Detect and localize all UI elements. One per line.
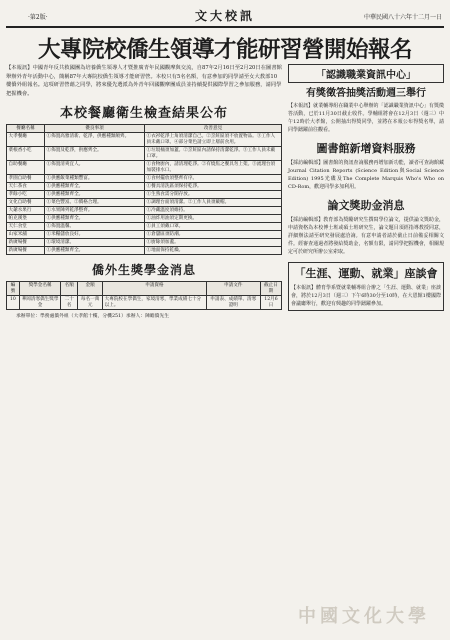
table-row	[7, 199, 282, 207]
cell-name: 新廣場餐	[7, 247, 45, 255]
issue-date: 中華民國八十六年十二月一日	[363, 14, 442, 21]
cell-improve: ①倉儲區須防潮。	[145, 231, 282, 239]
table-row	[7, 239, 282, 247]
library-title: 圖書館新增資料服務	[316, 142, 416, 155]
sch-no: 10	[7, 296, 20, 310]
cell-name: 大孝餐廳	[7, 133, 45, 147]
right-column	[288, 64, 444, 630]
cell-name: 孝園自助餐	[7, 175, 45, 183]
scholarship-note: 承辦單位：學務處僑外組（大孝館十樓，分機251）承辦人：陳瞻僑先生	[16, 314, 170, 319]
sch-header: 申請文件	[206, 282, 260, 296]
cell-improve: ①員工須戴口罩。	[145, 223, 282, 231]
cell-good: ①供應種類齊全。	[45, 191, 145, 199]
cell-name: 新廣場餐	[7, 239, 45, 247]
sch-header: 截止日期	[260, 282, 281, 296]
thesis-title: 論文獎助金消息	[327, 199, 405, 212]
cell-good: ①水果陳列乾淨整齊。	[45, 207, 145, 215]
thesis-article: 【採訪編輯部】教育部為獎勵研究生撰寫學位論文，提供論文獎助金，申請資格為本校博士班或碩士班研究生，論文題目須經指導教授同意，詳細辦法請至研究發展處洽詢。有意申請者請於截止日前備妥相關文件。經審查通過者將發給獎助金，名額有限，請同學把握機會，相關規定可於研究所辦公室索取。	[288, 217, 444, 255]
inspection-table	[6, 124, 282, 255]
sch-deadline: 12月6日	[260, 296, 281, 310]
table-row	[7, 161, 282, 175]
table-row	[7, 223, 282, 231]
sch-header: 編號	[7, 282, 20, 296]
watermark: 中國文化大學	[298, 606, 430, 627]
cell-improve: ①地面保持乾燥。	[145, 247, 282, 255]
cell-good: ①佈置高雅清新、乾淨，供應種類頗齊。	[45, 133, 145, 147]
cell-improve: ①廚餘須加蓋。	[145, 239, 282, 247]
career-title: 「生涯、運動、就業」座談會	[294, 267, 438, 280]
cell-improve: ①冷藏溫度須維持。	[145, 207, 282, 215]
cell-good: ①環境清潔。	[45, 239, 145, 247]
cell-good: ①供應種類齊全。	[45, 183, 145, 191]
cell-name: 孝餘小吃	[7, 191, 45, 199]
paper-name: 文大校訊	[194, 9, 255, 23]
cell-improve: ①油炸用油須定期更換。	[145, 215, 282, 223]
cell-improve: ①衣衫乾淨上角須清潔自己。②烹飪區須不放置物品。③工作人員未戴口罩。④部分菜色請立即上層前食用。	[145, 133, 282, 147]
ad-subtitle: 有獎徵答抽獎活動週三舉行	[306, 88, 426, 99]
cell-improve: ①食材擺放須整齊有序。	[145, 175, 282, 183]
table-row	[7, 191, 282, 199]
career-box	[288, 262, 444, 311]
sch-quota: 二十名	[61, 296, 78, 310]
sch-name: 華岡清寒僑生獎學金	[19, 296, 60, 310]
sch-header: 名額	[61, 282, 78, 296]
cell-good: ①米糧儲放良好。	[45, 231, 145, 239]
cell-name: 天仁茶食	[7, 183, 45, 191]
header-restaurant: 餐廳名稱	[7, 125, 45, 133]
masthead	[6, 6, 444, 28]
scholarship-table	[6, 281, 282, 310]
table-row	[7, 147, 282, 161]
career-article: 【本報訊】體育學系暨就業輔導組合辦之「生涯、運動、就業」座談會，將於12月3日（週三）下午6時30分至10時，在大恩館1樓國際會議廳舉行，歡迎有興趣的同學踴躍參加。	[291, 285, 442, 307]
cell-good: ①佈置溫馨。	[45, 223, 145, 231]
main-headline: 大專院校僑生領導才能研習營開始報名	[37, 37, 412, 63]
cell-improve: ①食物廚內，請清理乾淨。②有燒焦之餐具勿上架。③流理台須加裝排水口。	[145, 161, 282, 175]
left-column	[6, 64, 282, 630]
cell-good: ①佈置及乾淨，供應齊全。	[45, 147, 145, 161]
table-row	[7, 215, 282, 223]
header-improve: 改善意見	[145, 125, 282, 133]
newspaper-page	[6, 6, 444, 634]
cell-improve: ①生熟食需分開存放。	[145, 191, 282, 199]
cell-good: ①供應種類齊全。	[45, 215, 145, 223]
sch-header: 金額	[78, 282, 103, 296]
table-row	[7, 207, 282, 215]
headline-article: 【本報訊】中國青年反共救國團為培養僑生領導人才暨推廣青年民國觀摩與交流，自87年2月16日至2月20日在圖書館舉辦外青年活動中心，簡稱87年大專院校僑生領導才能研習營。本校只有5名名額，有意參加的同學請至女大教部10樓僑外組報名。這項研習營藉之同學，將來優先選派為外青年回國觀摩團成員並持續提供國際學習之參加服務，請同學把握機會。	[6, 65, 282, 97]
cell-good: ①供應種類齊全。	[45, 247, 145, 255]
cell-good: ①供應飯菜種類豐富。	[45, 175, 145, 183]
cell-improve: ①調理台面須清潔。②工作人員須戴帽。	[145, 199, 282, 207]
table-row	[7, 231, 282, 239]
table-row	[7, 133, 282, 147]
table-row	[7, 247, 282, 255]
sch-amount: 每名一萬元	[78, 296, 103, 310]
sch-header: 申請資格	[103, 282, 207, 296]
cell-good: ①菜色豐富。②價格合理。	[45, 199, 145, 207]
cell-name: 天仁食堂	[7, 223, 45, 231]
cell-good: ①佈置清爽宜人。	[45, 161, 145, 175]
page-number: ·第2版·	[28, 14, 48, 21]
cell-name: 山家米舖	[7, 231, 45, 239]
sch-docs: 申請表、成績單、清寒證明	[206, 296, 260, 310]
cell-name: 文化自助餐	[7, 199, 45, 207]
sch-qualification: 大專院校在學僑生，家境清寒，學業成績七十分以上。	[103, 296, 207, 310]
ad-article: 【本報訊】就業輔導組在職業中心舉辦的「認識職業資訊中心」有獎徵答活動，已於11月30日截止收件。學輔組將會在12月3日（週三）中午12時於大孝館，公開抽出得獎同學，並將在本報公布得獎名單，請同學踴躍前往觀看。	[288, 103, 444, 133]
sch-header: 獎學金名稱	[19, 282, 60, 296]
header-good: 優良事項	[45, 125, 145, 133]
cell-improve: ①垃圾桶須加蓋。②烹飪區內請保持清潔乾淨。③工作人員未戴口罩。	[145, 147, 282, 161]
scholarship-title: 僑外生獎學金消息	[91, 263, 196, 277]
table-row	[7, 183, 282, 191]
table-row	[7, 296, 282, 310]
cell-name: 大爺水果行	[7, 207, 45, 215]
ad-title: 「認識職業資訊中心」	[288, 64, 444, 83]
inspection-title: 本校餐廳衛生檢查結果公布	[59, 106, 228, 121]
cell-improve: ①餐具清洗區須保持乾淨。	[145, 183, 282, 191]
cell-name: 帕克漢堡	[7, 215, 45, 223]
cell-name: 菜根香小吃	[7, 147, 45, 161]
cell-name: 自助餐廳	[7, 161, 45, 175]
table-row	[7, 175, 282, 183]
library-article: 【採訪編輯部】圖書館的資訊查詢服務再增加新功能，讀者可查詢館藏Journal Citation Reports (Science Edition與Social Science Edition) 1995光碟及The Complete Marquis Who's Who on CD-Rom，歡迎同學多加利用。	[288, 160, 444, 190]
